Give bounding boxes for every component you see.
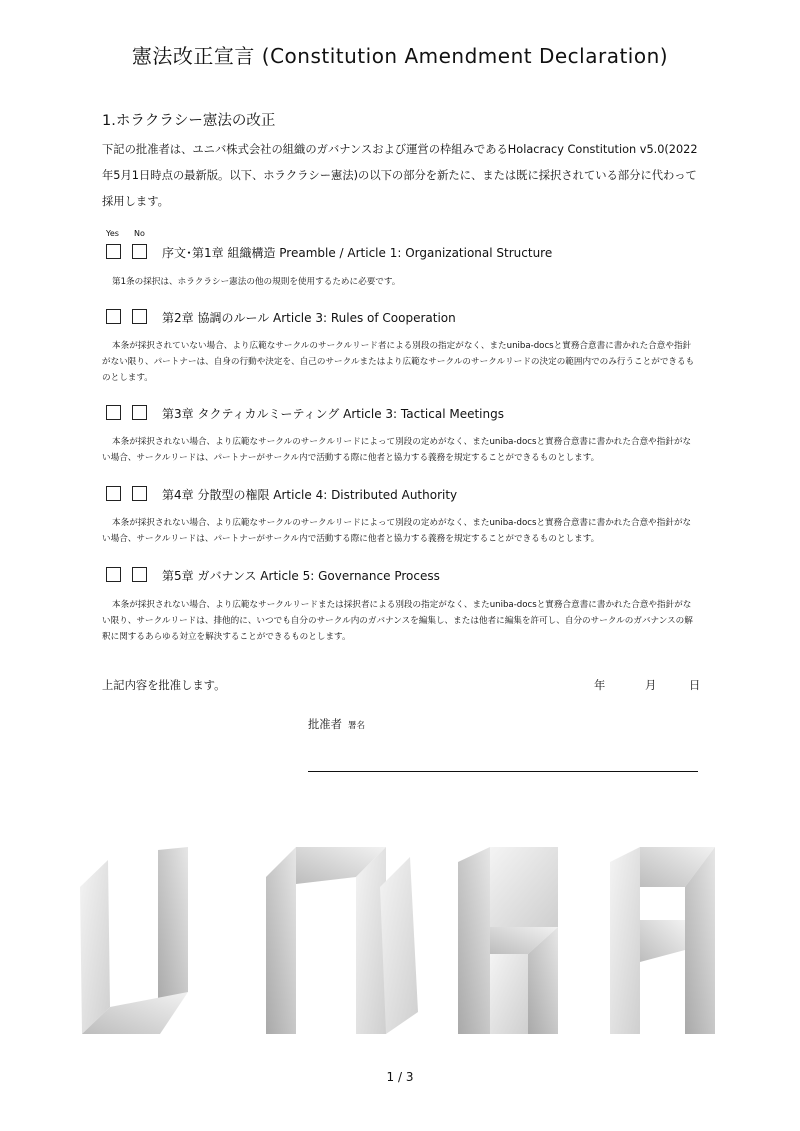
logo-letter-u — [80, 847, 188, 1034]
logo-letter-i — [380, 857, 418, 1034]
date-year: 年 — [594, 679, 606, 692]
date-month: 月 — [645, 679, 657, 692]
yes-no-header — [106, 229, 145, 238]
article-2-title: 第2章 協調のルール Article 3: Rules of Cooperation — [162, 311, 456, 325]
article-2-description: 本条が採択されていない場合、より広範なサークルのサークルリード者による別段の指定がなく、またuniba-docsと實務合意書に書かれた合意や指針がない限り、パートナーは、自身の行動や決定を、自己のサークルまたはより広範なサークルのサークルリードの決定の範囲内でのみ行うことができるものとします。 — [102, 341, 695, 383]
section-heading: 1.ホラクラシー憲法の改正 — [102, 113, 276, 129]
signature-sub-label: 署名 — [347, 721, 366, 731]
intro-paragraph: 下記の批准者は、ユニバ株式会社の組織のガバナンスおよび運営の枠組みであるHolacracy Constitution v5.0(2022年5月1日時点の最新版。以下、ホラクラシー憲法)の以下の部分を新たに、または既に採択されている部分に代わって採用します。 — [102, 143, 698, 208]
approval-text: 上記内容を批准します。 — [102, 679, 226, 692]
article-3-title: 第3章 タクティカルミーティング Article 3: Tactical Meetings — [162, 407, 504, 421]
article-3-description: 本条が採択されない場合、より広範なサークルのサークルリードによって別段の定めがなく、またuniba-docsと實務合意書に書かれた合意や指針がない場合、サークルリードは、パートナーがサークル内で活動する際に他者と協力する義務を規定することができるものとします。 — [102, 437, 692, 463]
uniba-logo — [80, 842, 720, 1042]
signature-line[interactable] — [308, 771, 698, 772]
article-5-no-checkbox[interactable] — [132, 567, 147, 582]
article-1-no-checkbox[interactable] — [132, 244, 147, 259]
article-1-yes-checkbox[interactable] — [106, 244, 121, 259]
article-1-description: 第1条の採択は、ホラクラシー憲法の他の規則を使用するために必要です。 — [112, 277, 401, 287]
signature-label — [308, 716, 365, 732]
article-5-yes-checkbox[interactable] — [106, 567, 121, 582]
yes-label: Yes — [106, 229, 119, 238]
article-2-no-checkbox[interactable] — [132, 309, 147, 324]
article-4-yes-checkbox[interactable] — [106, 486, 121, 501]
no-label: No — [134, 229, 145, 238]
article-5-title: 第5章 ガバナンス Article 5: Governance Process — [162, 569, 440, 583]
article-1-title: 序文･第1章 組織構造 Preamble / Article 1: Organizational Structure — [162, 246, 553, 260]
article-4-title: 第4章 分散型の権限 Article 4: Distributed Authority — [162, 488, 458, 502]
page-number: 1 / 3 — [386, 1070, 414, 1084]
article-3-yes-checkbox[interactable] — [106, 405, 121, 420]
article-2-yes-checkbox[interactable] — [106, 309, 121, 324]
date-day: 日 — [689, 679, 701, 692]
article-5-description: 本条が採択されない場合、より広範なサークルリードまたは採択者による別段の指定がなく、またuniba-docsと實務合意書に書かれた合意や指針がない限り、サークルリードは、排他的に、いつでも自分のサークル内のガバナンスを編集し、または他者に編集を許可し、自分のサークルのガバナンスの解釈に関するあらゆる対立を解決することができるものとします。 — [102, 600, 693, 642]
logo-letter-b — [458, 847, 558, 1034]
signature-label-text: 批准者 — [308, 718, 342, 731]
page-title: 憲法改正宣言 (Constitution Amendment Declaration) — [131, 44, 669, 68]
logo-letter-a — [610, 847, 715, 1034]
article-3-no-checkbox[interactable] — [132, 405, 147, 420]
article-4-description: 本条が採択されない場合、より広範なサークルのサークルリードによって別段の定めがなく、またuniba-docsと實務合意書に書かれた合意や指針がない場合、サークルリードは、パートナーがサークル内で活動する際に他者と協力する義務を規定することができるものとします。 — [102, 518, 692, 544]
logo-letter-n — [266, 847, 386, 1034]
article-4-no-checkbox[interactable] — [132, 486, 147, 501]
